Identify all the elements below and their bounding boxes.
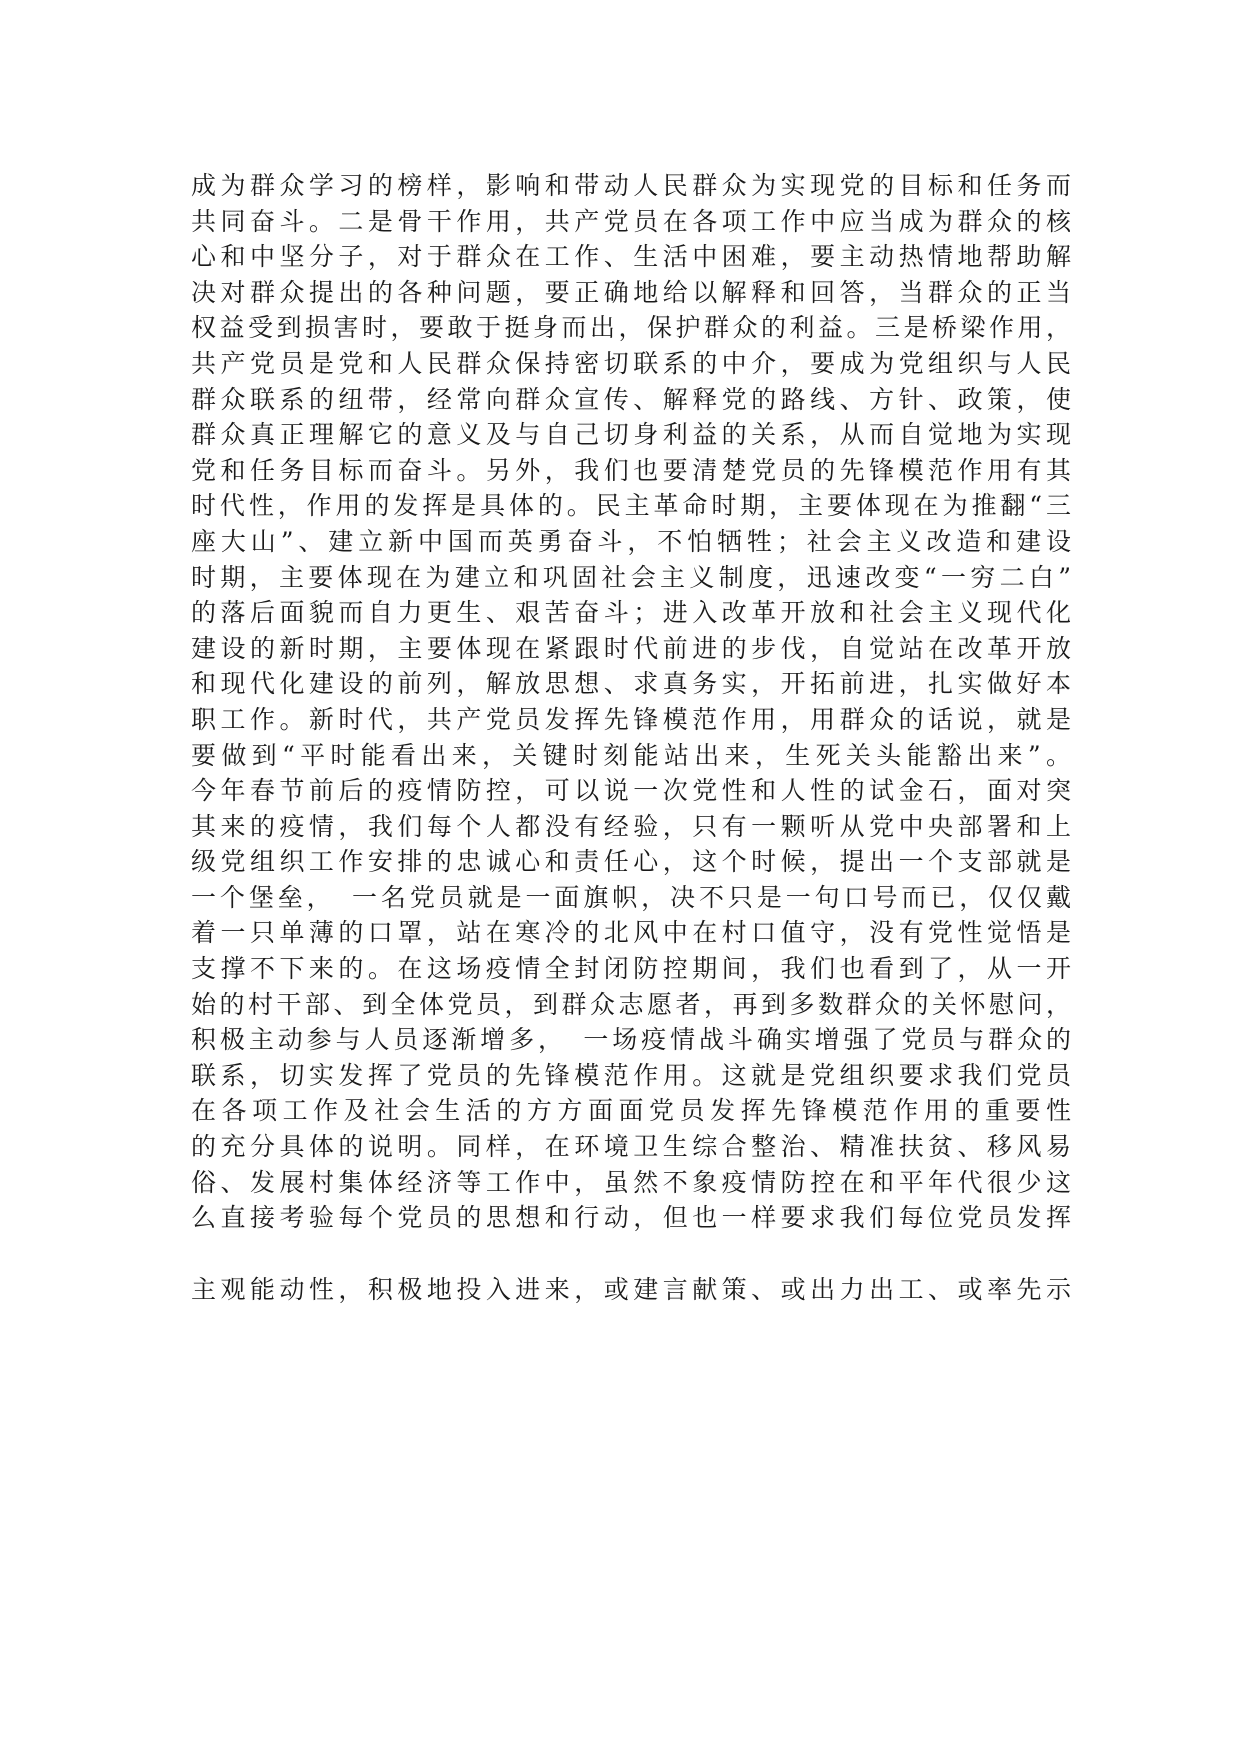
text-line: 级党组织工作安排的忠诚心和责任心，这个时候，提出一个支部就是 [191,847,1071,877]
text-line: 群众联系的纽带，经常向群众宣传、解释党的路线、方针、政策，使 [191,384,1071,414]
continuation-line: 主观能动性，积极地投入进来，或建言献策、或出力出工、或率先示 [191,1274,1071,1304]
text-line: 的充分具体的说明。同样，在环境卫生综合整治、精准扶贫、移风易 [191,1132,1071,1162]
text-line: 成为群众学习的榜样，影响和带动人民群众为实现党的目标和任务而 [191,171,1071,200]
text-line: 积极主动参与人员逐渐增多， 一场疫情战斗确实增强了党员与群众的 [191,1025,1071,1055]
text-line: 一个堡垒， 一名党员就是一面旗帜，决不只是一句口号而已，仅仅戴 [191,882,1071,912]
text-line: 权益受到损害时，要敢于挺身而出，保护群众的利益。三是桥梁作用， [191,313,1071,343]
text-line: 时代性，作用的发挥是具体的。民主革命时期，主要体现在为推翻“三 [191,491,1071,521]
text-line: 始的村干部、到全体党员，到群众志愿者，再到多数群众的关怀慰问， [191,989,1071,1019]
text-line: 联系，切实发挥了党员的先锋模范作用。这就是党组织要求我们党员 [191,1060,1071,1090]
text-line: 时期，主要体现在为建立和巩固社会主义制度，迅速改变“一穷二白” [191,562,1071,592]
text-line: 和现代化建设的前列，解放思想、求真务实，开拓前进，扎实做好本 [191,669,1071,699]
text-line: 其来的疫情，我们每个人都没有经验，只有一颗听从党中央部署和上 [191,811,1071,841]
text-line: 俗、发展村集体经济等工作中，虽然不象疫情防控在和平年代很少这 [191,1167,1071,1197]
text-line: 共同奋斗。二是骨干作用，共产党员在各项工作中应当成为群众的核 [191,206,1071,236]
text-line: 党和任务目标而奋斗。另外，我们也要清楚党员的先锋模范作用有其 [191,455,1071,485]
text-line: 的落后面貌而自力更生、艰苦奋斗；进入改革开放和社会主义现代化 [191,598,1071,628]
text-line: 在各项工作及社会生活的方方面面党员发挥先锋模范作用的重要性 [191,1096,1071,1126]
text-line: 座大山”、建立新中国而英勇奋斗，不怕牺牲；社会主义改造和建设 [191,526,1071,556]
text-line: 支撑不下来的。在这场疫情全封闭防控期间，我们也看到了，从一开 [191,954,1071,984]
text-line: 职工作。新时代，共产党员发挥先锋模范作用，用群众的话说，就是 [191,704,1071,734]
text-line: 建设的新时期，主要体现在紧跟时代前进的步伐，自觉站在改革开放 [191,633,1071,663]
body-text [191,168,1071,1307]
text-line: 么直接考验每个党员的思想和行动，但也一样要求我们每位党员发挥 [191,1203,1071,1233]
text-line: 决对群众提出的各种问题，要正确地给以解释和回答，当群众的正当 [191,277,1071,307]
line-gap [191,1236,1071,1272]
text-line: 着一只单薄的口罩，站在寒冷的北风中在村口值守，没有党性觉悟是 [191,918,1071,948]
text-line: 今年春节前后的疫情防控，可以说一次党性和人性的试金石，面对突 [191,776,1071,806]
text-line: 要做到“平时能看出来，关键时刻能站出来，生死关头能豁出来”。 [191,740,1071,770]
text-line: 共产党员是党和人民群众保持密切联系的中介，要成为党组织与人民 [191,348,1071,378]
text-line: 群众真正理解它的意义及与自己切身利益的关系，从而自觉地为实现 [191,420,1071,450]
text-line: 心和中坚分子，对于群众在工作、生活中困难，要主动热情地帮助解 [191,242,1071,272]
